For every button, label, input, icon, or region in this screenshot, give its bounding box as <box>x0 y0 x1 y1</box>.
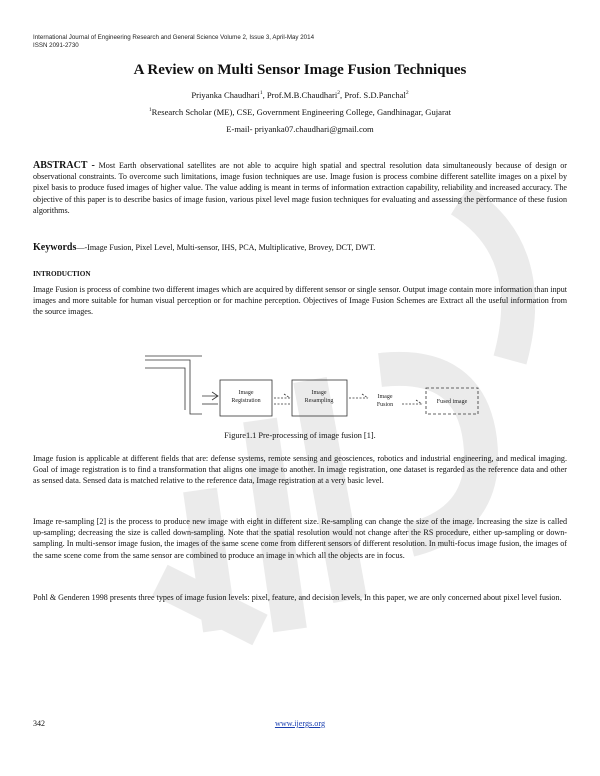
email-line: E-mail- priyanka07.chaudhari@gmail.com <box>226 124 374 134</box>
intro-paragraph-4: Pohl & Genderen 1998 presents three types of image fusion levels: pixel, feature, and decision levels, In this paper, we are only concerned about pixel level fusion. <box>33 593 562 602</box>
author-3-sup: 2 <box>405 90 409 97</box>
introduction-heading: INTRODUCTION <box>33 270 91 278</box>
arrow-4 <box>402 400 422 404</box>
registration-label-2: Registration <box>231 398 261 404</box>
author-2: , Prof.M.B.Chaudhari <box>262 90 338 100</box>
fusion-label-1: Image <box>377 394 393 400</box>
abstract <box>33 160 567 216</box>
preprocessing-diagram <box>140 352 480 432</box>
intro-paragraph-2: Image fusion is applicable at different fields that are: defense systems, remote sensing and geosciences, robotics and industrial engineering, and medical imaging. Goal of image registration is to find a transformation that aligns one image to another. In image registration, one dataset is regarded as the reference data and other as sensed data. Sensed data is matched relative to the reference data, Image registration at a very basic level. <box>33 454 567 486</box>
abstract-heading: ABSTRACT - <box>33 160 95 171</box>
resampling-label-1: Image <box>311 390 327 396</box>
page-number: 342 <box>33 719 45 728</box>
input-line-low <box>145 368 185 410</box>
abstract-text: Most Earth observational satellites are not able to acquire high spatial and spectral resolution data simultaneously because of design or observational constraints. To overcome such limitations, image fusion techniques are use. Image fusion is process combine different satellite images on a pixel by pixel basis to produce fused images of higher value. The value adding is meant in terms of information extraction capability, reliability and increased accuracy. The objective of this paper is to describe basics of image fusion, various pixel level mage fusion techniques for evaluating and assessing the performance of these fusion algorithms. <box>33 161 567 215</box>
arrow-3 <box>349 394 368 398</box>
keywords-text: —-Image Fusion, Pixel Level, Multi-sensor, IHS, PCA, Multiplicative, Brovey, DCT, DWT. <box>76 243 376 252</box>
resampling-label-2: Resampling <box>304 398 334 404</box>
author-1-sup: 1 <box>259 90 263 97</box>
intro-paragraph-3: Image re-sampling [2] is the process to produce new image with eight in different size. Re-sampling can change the size of the image. Increasing the size is called up-sampling; decreasing the size is called down-sampling. Note that the spatial resolution would not change after the RS procedure, either up-sampling or down-sampling. In multi-sensor image fusion, the images of the same scene come from different sensors of different resolution. In multi-focus image fusion, the images of the same scene come from the same sensor are combined to produce an image in which all the objects are in focus. <box>33 517 567 560</box>
affiliation-sup: 1 <box>148 107 152 114</box>
author-2-sup: 2 <box>337 90 341 97</box>
journal-header <box>33 34 314 50</box>
registration-label-1: Image <box>238 390 254 396</box>
journal-line: International Journal of Engineering Research and General Science Volume 2, Issue 3, April-May 2014 <box>33 34 315 41</box>
author-3: , Prof. S.D.Panchal <box>340 90 406 100</box>
figure-caption: Figure1.1 Pre-processing of image fusion [1]. <box>224 431 376 440</box>
affiliation: Research Scholar (ME), CSE, Government Engineering College, Gandhinagar, Gujarat <box>151 107 452 117</box>
intro-paragraph-1: Image Fusion is process of combine two different images which are acquired by different sensor or single sensor. Output image contain more information than input images and more suitable for human visual perception or for machine perception. Objectives of Image Fusion Schemes are Extract all the useful information from the source images. <box>33 285 567 317</box>
keywords-heading: Keywords <box>33 242 77 253</box>
journal-website-link[interactable]: www.ijergs.org <box>274 719 326 728</box>
arrow-2 <box>274 394 290 404</box>
fused-image-label: Fused image <box>436 399 468 405</box>
authors-line <box>0 90 600 100</box>
arrow-1 <box>202 392 218 400</box>
paper-title: A Review on Multi Sensor Image Fusion Techniques <box>133 62 467 78</box>
keywords <box>33 242 567 253</box>
affiliation-line <box>0 107 600 117</box>
issn: ISSN 2091-2730 <box>33 42 79 49</box>
fusion-label-2: Fusion <box>376 402 394 408</box>
author-1: Priyanka Chaudhari <box>191 90 260 100</box>
